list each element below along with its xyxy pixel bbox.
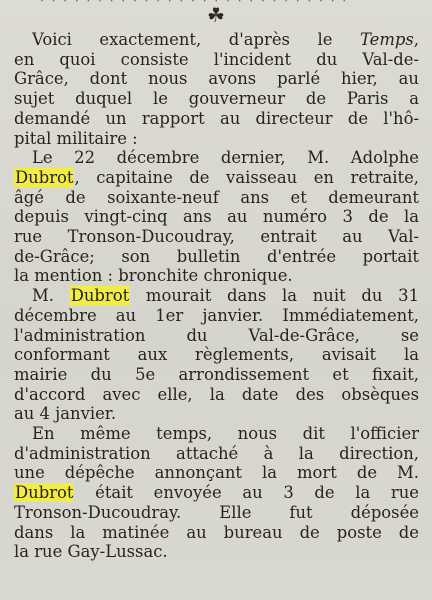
text-line: rue Tronson-Ducoudray, entrait au Val- — [14, 227, 419, 247]
text-line: Le 22 décembre dernier, M. Adolphe — [32, 148, 419, 168]
text-line: Grâce, dont nous avons parlé hier, au — [14, 69, 419, 89]
italic-title: Temps — [359, 30, 414, 49]
text-line: depuis vingt-cinq ans au numéro 3 de la — [14, 207, 419, 227]
search-highlight: Dubrot — [15, 483, 74, 503]
search-highlight: Dubrot — [70, 286, 130, 306]
article-body — [14, 30, 419, 562]
text-line: Dubrot était envoyée au 3 de la rue — [15, 483, 419, 503]
text-line: mairie du 5e arrondissement et fixait, — [14, 364, 419, 384]
text-line: âgé de soixante-neuf ans et demeurant — [14, 187, 419, 207]
search-highlight: Dubrot — [15, 167, 74, 187]
text-line: la rue Gay-Lussac. — [14, 542, 168, 562]
cropped-previous-line — [40, 0, 400, 2]
text-line: En même temps, nous dit l'officier — [32, 424, 419, 444]
text-line: sujet duquel le gouverneur de Paris a — [14, 89, 419, 109]
text-line: la mention : bronchite chronique. — [14, 266, 293, 286]
text-line: décembre au 1er janvier. Immédiatement, — [14, 305, 419, 325]
text-line: Tronson-Ducoudray. Elle fut déposée — [14, 502, 419, 522]
text-line: dans la matinée au bureau de poste de — [14, 522, 419, 542]
text-line: d'accord avec elle, la date des obsèques — [14, 384, 419, 404]
text-line: M. Dubrot mourait dans la nuit du 31 — [32, 286, 419, 306]
text-line: pital militaire : — [14, 128, 138, 148]
text-line: conformant aux règlements, avisait la — [14, 345, 419, 365]
text-line: Dubrot, capitaine de vaisseau en retraite, — [15, 167, 419, 187]
text-line: l'administration du Val-de-Grâce, se — [14, 325, 419, 345]
text-line: au 4 janvier. — [14, 404, 117, 424]
text-line: de-Grâce; son bulletin d'entrée portait — [14, 246, 419, 266]
text-line: en quoi consiste l'incident du Val-de- — [14, 49, 419, 69]
text-line: une dépêche annonçant la mort de M. — [14, 463, 419, 483]
clover-ornament-icon: ☘ — [207, 3, 225, 27]
text-line: demandé un rapport au directeur de l'hô- — [14, 108, 419, 128]
text-line: Voici exactement, d'après le Temps, — [32, 30, 419, 49]
text-line: d'administration attaché à la direction, — [14, 443, 419, 463]
